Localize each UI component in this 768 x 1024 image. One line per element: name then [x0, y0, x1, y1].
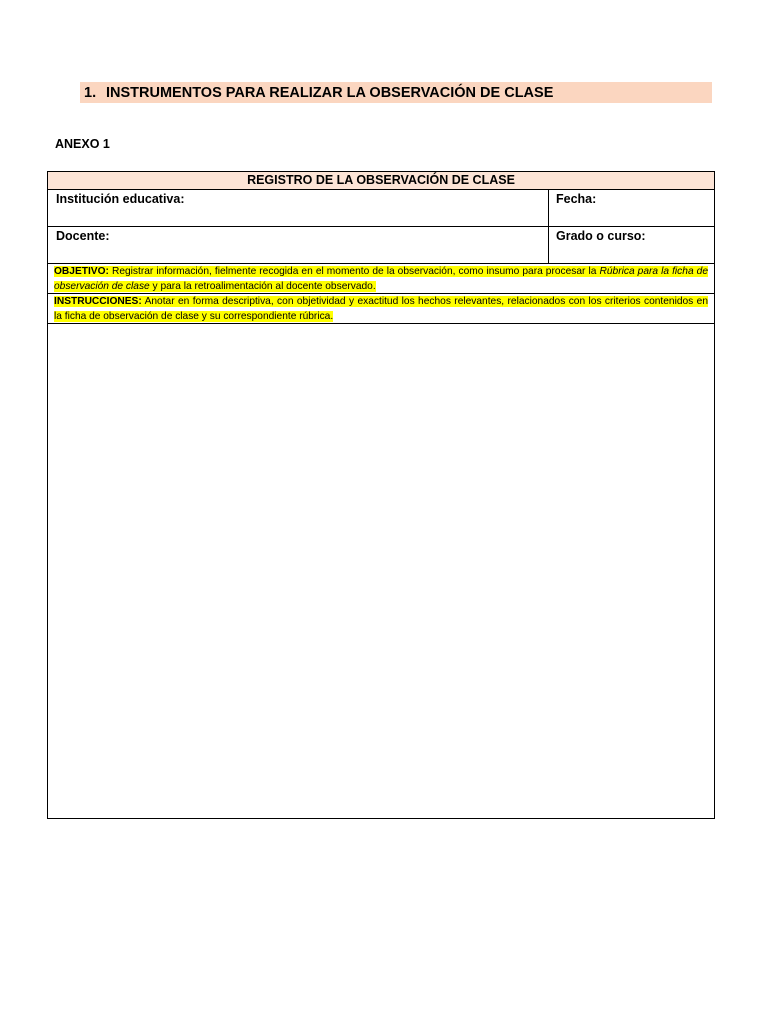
objective-rubric-title: Rúbrica para la ficha de observación de clase — [54, 266, 708, 292]
institution-date-row — [48, 190, 714, 227]
section-heading — [80, 82, 712, 103]
objective-text — [54, 266, 708, 292]
objective-row — [48, 264, 714, 294]
objective-label: OBJETIVO: — [54, 266, 109, 277]
instructions-text — [54, 296, 708, 322]
institution-label: Institución educativa: — [56, 192, 185, 206]
instructions-label: INSTRUCCIONES: — [54, 296, 142, 307]
objective-text-before: Registrar información, fielmente recogida en el momento de la observación, como insumo para procesar la — [108, 266, 600, 277]
grade-field[interactable] — [549, 227, 714, 263]
teacher-grade-row — [48, 227, 714, 264]
instructions-row — [48, 294, 714, 324]
teacher-field[interactable] — [48, 227, 549, 263]
institution-field[interactable] — [48, 190, 549, 226]
teacher-label: Docente: — [56, 229, 110, 243]
objective-text-after: y para la retroalimentación al docente observado. — [149, 280, 376, 292]
section-number: 1. — [84, 84, 97, 101]
observation-form — [47, 171, 715, 819]
section-title: INSTRUMENTOS PARA REALIZAR LA OBSERVACIÓN DE CLASE — [106, 84, 554, 101]
observation-notes-area[interactable] — [48, 324, 714, 818]
instructions-body: Anotar en forma descriptiva, con objetividad y exactitud los hechos relevantes, relacionados con los criterios contenidos en la ficha de observación de clase y su correspondiente rúbrica. — [54, 296, 708, 322]
date-field[interactable] — [549, 190, 714, 226]
form-title: REGISTRO DE LA OBSERVACIÓN DE CLASE — [48, 172, 714, 190]
date-label: Fecha: — [556, 192, 597, 206]
annex-label: ANEXO 1 — [55, 137, 110, 151]
grade-label: Grado o curso: — [556, 229, 646, 243]
